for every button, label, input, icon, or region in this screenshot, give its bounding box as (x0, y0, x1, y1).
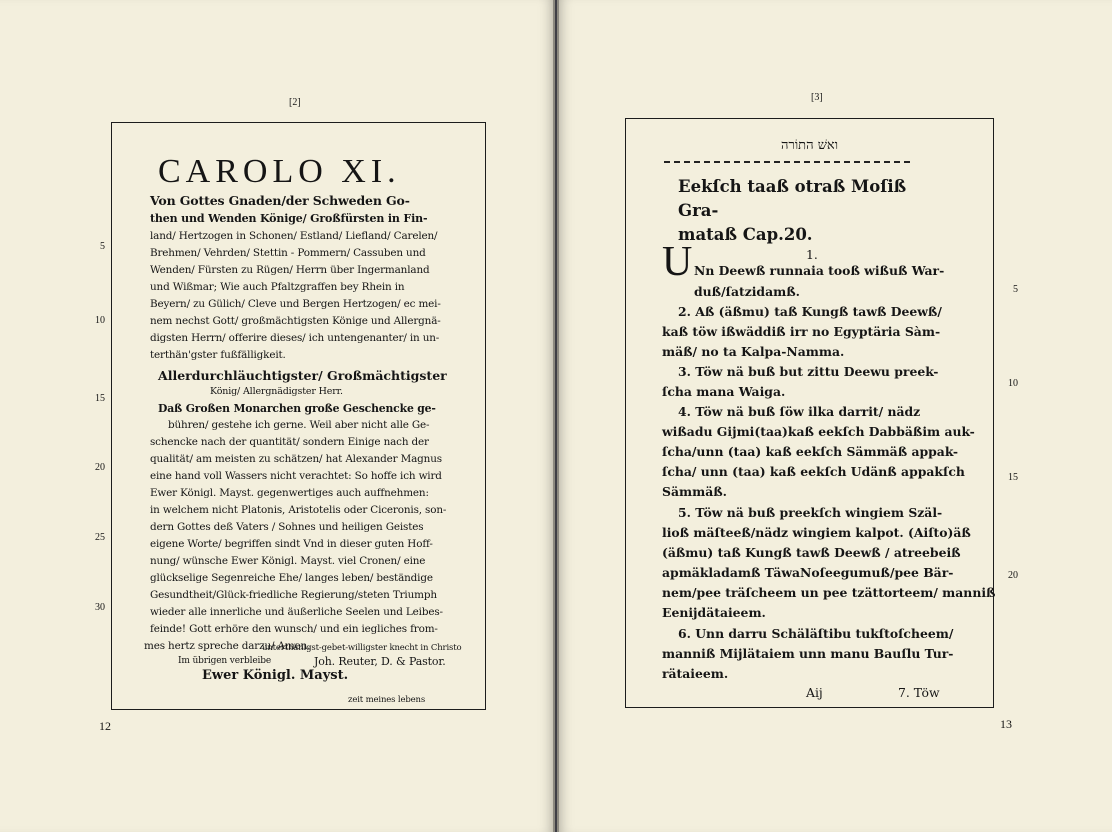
catchword: 7. Töw (898, 685, 940, 700)
verse-line: apmäkladamß TäwaNoſeegumuß/pee Bär- (662, 565, 954, 580)
dedication-line: und Wißmar; Wie auch Pfaltzgraffen bey Rhein in (150, 281, 405, 293)
line-number: 5 (100, 241, 105, 252)
verse-line: Nn Deewß runnaia tooß wißuß War- (694, 263, 945, 278)
verse-line: Eenijdätaieem. (662, 605, 766, 620)
verse-line: ſcha/ unn (taa) kaß eekſch Udänß appakſch (662, 464, 965, 479)
page-folio: 13 (1000, 717, 1012, 731)
body-line: Daß Großen Monarchen große Geschencke ge- (158, 402, 436, 415)
page-header-number: [2] (289, 97, 301, 108)
dedication-line: digsten Herrn/ offerire dieses/ ich untengenanter/ in un- (150, 332, 440, 344)
body-line: mes hertz spreche darzu/ Amen. (144, 640, 311, 652)
body-line: schencke nach der quantität/ sondern Einige nach der (150, 436, 429, 448)
dedication-title: CAROLO XI. (158, 153, 401, 190)
body-line: feinde! Gott erhöre den wunsch/ und ein iegliches from- (150, 623, 438, 635)
verse-line: duß/ſatzidamß. (694, 284, 800, 299)
right-page (559, 0, 1112, 832)
left-page (0, 0, 553, 832)
verse-line: mäß/ no ta Kalpa-Namma. (662, 344, 845, 359)
dedication-line: nem nechst Gott/ großmächtigsten Könige und Allergnä- (150, 315, 441, 327)
dedication-line: Brehmen/ Vehrden/ Stettin - Pommern/ Cassuben und (150, 247, 426, 259)
body-line: bühren/ gestehe ich gerne. Weil aber nicht alle Ge- (168, 419, 430, 431)
verse-line: (äßmu) taß Kungß tawß Deewß / atreebeiß (662, 545, 961, 560)
body-line: dern Gottes deß Vaters / Sohnes und heiligen Geistes (150, 521, 424, 533)
verse-line: 4. Töw nä buß ſöw ilka darrit/ nädz (678, 404, 921, 419)
dedication-line: then und Wenden Könige/ Großfürsten in Fin- (150, 212, 428, 225)
verse-line: 6. Unn darru Schäläſtibu tukſtoſcheem/ (678, 626, 954, 641)
line-number: 15 (95, 393, 105, 404)
signature-mark: Aij (806, 685, 823, 700)
verse-line: wißadu Gijmi(taa)kaß eekſch Dabbäßim auk- (662, 424, 975, 439)
line-number: 20 (95, 462, 105, 473)
verse-line: lioß mäſteeß/nädz wingiem kalpot. (Aiſto)äß (662, 525, 971, 540)
dashed-rule (664, 161, 910, 163)
verse-line: ſcha/unn (taa) kaß eekſch Sämmäß appak- (662, 444, 959, 459)
verse-line: manniß Mijlätaiem unn manu Bauſlu Tur- (662, 646, 954, 661)
drop-cap: U (662, 239, 693, 285)
verse-line: rätaieem. (662, 666, 729, 681)
signature-line: zeit meines lebens (348, 695, 426, 705)
closing-salutation: Ewer Königl. Mayst. (202, 668, 349, 683)
address-heading: Allerdurchläuchtigster/ Großmächtigster (158, 368, 447, 383)
body-line: Gesundtheit/Glück-friedliche Regierung/steten Triumph (150, 589, 437, 601)
line-number: 10 (95, 315, 105, 326)
body-line: wieder alle innerliche und äußerliche Seelen und Leibes- (150, 606, 443, 618)
body-line: eigene Worte/ begriffen sindt Vnd in dieser guten Hoff- (150, 538, 433, 550)
body-line: Ewer Königl. Mayst. gegenwertiges auch auffnehmen: (150, 487, 429, 499)
verse-line: ſcha mana Waiga. (662, 384, 786, 399)
hebrew-heading: ואשׁ התוֹרה (780, 138, 839, 153)
verse-number: 1. (806, 247, 818, 262)
verse-line: 2. Aß (äßmu) taß Kungß tawß Deewß/ (678, 304, 942, 319)
closing-line: Im übrigen verbleibe (178, 656, 272, 666)
verse-line: nem/pee träſcheem un pee tzättorteem/ manniß (662, 585, 996, 600)
signature-name: Joh. Reuter, D. & Pastor. (314, 655, 446, 668)
chapter-title-line: mataß Cap.20. (678, 225, 813, 244)
verse-line: 3. Töw nä buß but zittu Deewu preek- (678, 364, 939, 379)
body-line: in welchem nicht Platonis, Aristotelis oder Ciceronis, son- (150, 504, 447, 516)
line-number: 5 (1013, 284, 1018, 295)
body-line: glückselige Segenreiche Ehe/ langes leben/ beständige (150, 572, 433, 584)
page-folio: 12 (99, 719, 111, 733)
line-number: 25 (95, 532, 105, 543)
chapter-title (678, 175, 938, 247)
dedication-line: Beyern/ zu Gülich/ Cleve und Bergen Hertzogen/ ec mei- (150, 298, 441, 310)
verse-line: kaß töw ißwäddiß irr no Egyptäria Sàm- (662, 324, 941, 339)
signature-line: unterthänigst-gebet-willigster knecht in Christo (262, 643, 462, 653)
body-line: nung/ wünsche Ewer Königl. Mayst. viel Cronen/ eine (150, 555, 426, 567)
address-subheading: König/ Allergnädigster Herr. (210, 386, 343, 397)
dedication-line: Wenden/ Fürsten zu Rügen/ Herrn über Ingermanland (150, 264, 430, 276)
dedication-line: terthän'gster fußfälligkeit. (150, 349, 286, 361)
left-text-frame (111, 122, 486, 710)
right-text-frame (625, 118, 994, 708)
dedication-line: Von Gottes Gnaden/der Schweden Go- (150, 193, 410, 208)
body-line: eine hand voll Wassers nicht verachtet: So hoffe ich wird (150, 470, 442, 482)
chapter-title-line: Eekſch taaß otraß Moſiß Gra- (678, 177, 907, 220)
line-number: 30 (95, 602, 105, 613)
line-number: 15 (1008, 472, 1018, 483)
line-number: 10 (1008, 378, 1018, 389)
line-number: 20 (1008, 570, 1018, 581)
verse-line: Sämmäß. (662, 484, 727, 499)
page-header-number: [3] (811, 92, 823, 103)
body-line: qualität/ am meisten zu schätzen/ hat Alexander Magnus (150, 453, 442, 465)
dedication-line: land/ Hertzogen in Schonen/ Estland/ Liefland/ Carelen/ (150, 230, 438, 242)
verse-line: 5. Töw nä buß preekſch wingiem Szäl- (678, 505, 943, 520)
